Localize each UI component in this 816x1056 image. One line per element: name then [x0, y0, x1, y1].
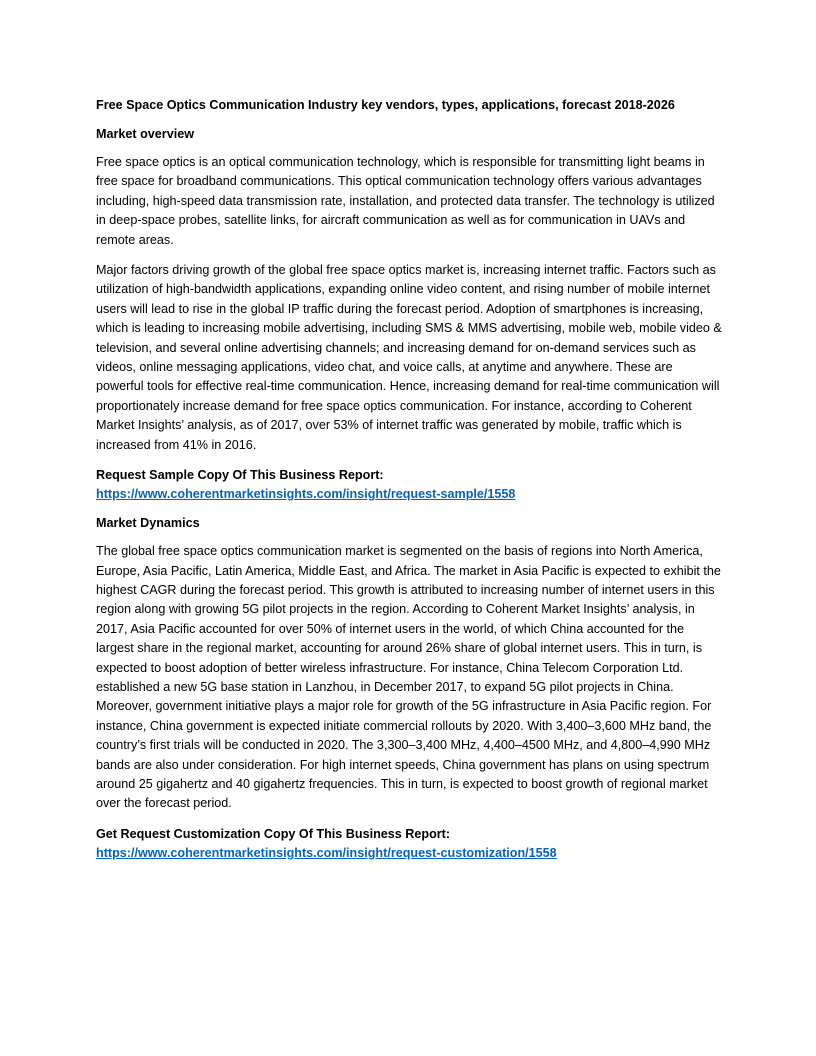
request-sample-label: Request Sample Copy Of This Business Report: [96, 468, 384, 483]
document-title: Free Space Optics Communication Industry key vendors, types, applications, forecast 2018-2026 [96, 98, 675, 112]
request-customization-label: Get Request Customization Copy Of This Business Report: [96, 826, 451, 841]
overview-paragraph-2: Major factors driving growth of the global free space optics market is, increasing internet traffic. Factors such as utilization of high-bandwidth applications, expanding online video content, and rising number of mobile internet users will lead to rise in the global IP traffic during the forecast period. Adoption of smartphones is increasing, which is leading to increasing mobile advertising, including SMS & MMS advertising, mobile web, mobile video & television, and several online advertising channels; and increasing demand for on-demand services such as videos, online messaging applications, video chat, and voice calls, at anytime and anywhere. These are powerful tools for effective real-time communication. Hence, increasing demand for real-time communication will proportionately increase demand for free space optics communication. For instance, according to Coherent Market Insights’ analysis, as of 2017, over 53% of internet traffic was generated by mobile, traffic which is increased from 41% in 2016. [96, 263, 722, 452]
document-page [96, 96, 722, 873]
request-sample-link[interactable]: https://www.coherentmarketinsights.com/insight/request-sample/1558 [96, 487, 516, 502]
overview-paragraph-1: Free space optics is an optical communication technology, which is responsible for transmitting light beams in free space for broadband communications. This optical communication technology offers various advantages including, high-speed data transmission rate, installation, and protected data transfer. The technology is utilized in deep-space probes, satellite links, for aircraft communication as well as for communication in UAVs and remote areas. [96, 155, 715, 247]
market-dynamics-heading: Market Dynamics [96, 516, 200, 531]
dynamics-paragraph: The global free space optics communication market is segmented on the basis of regions into North America, Europe, Asia Pacific, Latin America, Middle East, and Africa. The market in Asia Pacific is expected to exhibit the highest CAGR during the forecast period. This growth is attributed to increasing number of internet users in this region along with growing 5G pilot projects in the region. According to Coherent Market Insights’ analysis, in 2017, Asia Pacific accounted for over 50% of internet users in the world, of which China accounted for the largest share in the regional market, accounting for around 26% share of global internet users. This in turn, is expected to boost adoption of better wireless infrastructure. For instance, China Telecom Corporation Ltd. established a new 5G base station in Lanzhou, in December 2017, to expand 5G pilot projects in China. Moreover, government initiative plays a major role for growth of the 5G infrastructure in Asia Pacific region. For instance, China government is expected initiate commercial rollouts by 2020. With 3,400–3,600 MHz band, the country’s first trials will be conducted in 2020. The 3,300–3,400 MHz, 4,400–4500 MHz, and 4,800–4,990 MHz bands are also under consideration. For high internet speeds, China government has plans on using spectrum around 25 gigahertz and 40 gigahertz frequencies. This in turn, is expected to boost growth of regional market over the forecast period. [96, 544, 721, 811]
market-overview-heading: Market overview [96, 127, 195, 141]
request-customization-link[interactable]: https://www.coherentmarketinsights.com/insight/request-customization/1558 [96, 845, 557, 860]
